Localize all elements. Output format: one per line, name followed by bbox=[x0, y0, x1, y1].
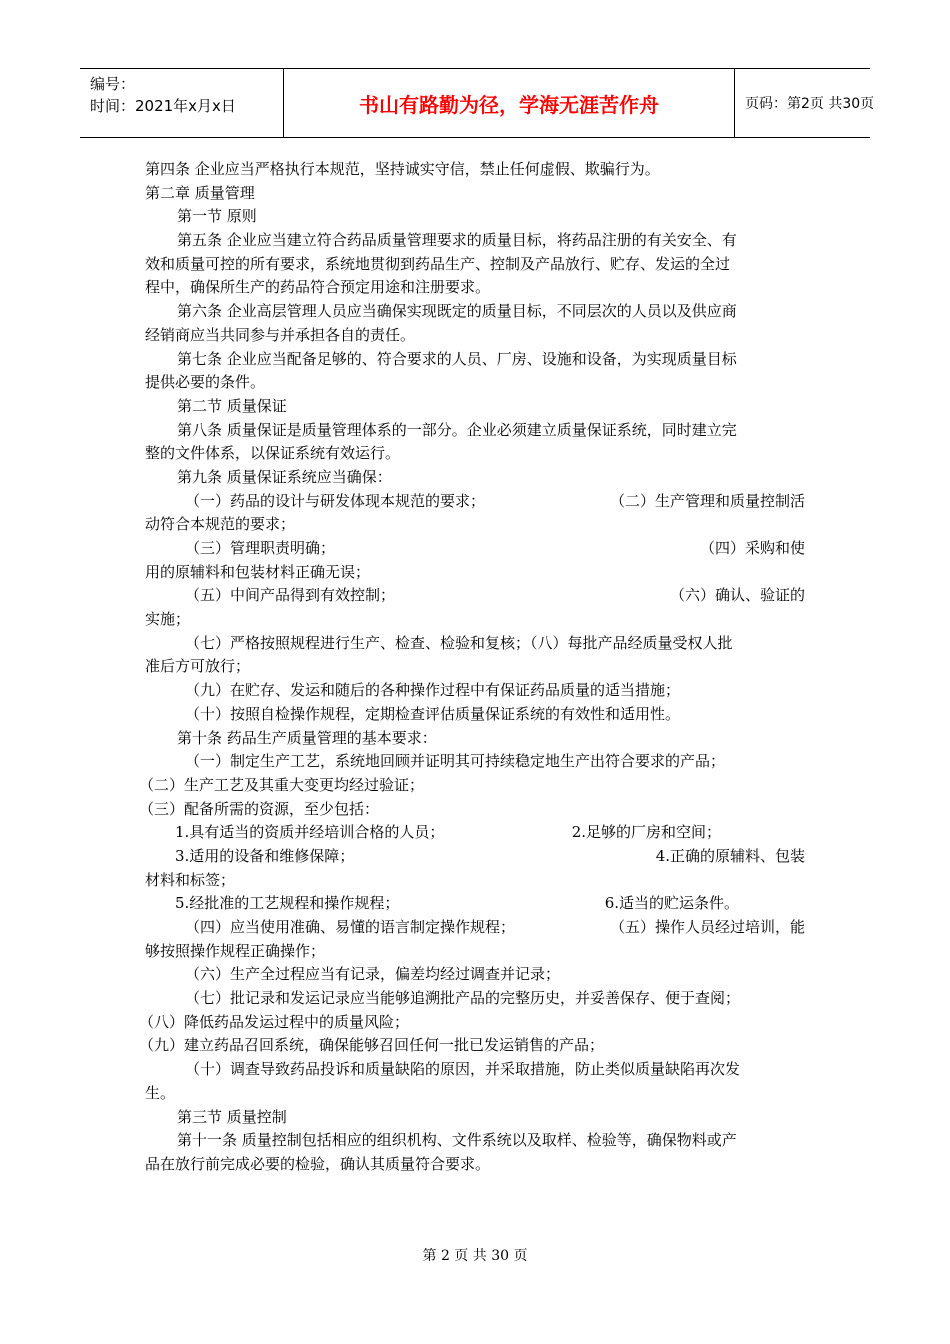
text-line: （八）降低药品发运过程中的质量风险； bbox=[139, 1012, 410, 1031]
list-item: 1.具有适当的资质并经培训合格的人员； bbox=[175, 823, 445, 842]
list-item: （四）采购和使 bbox=[699, 539, 805, 557]
header-motto: 书山有路勤为径，学海无涯苦作舟 bbox=[283, 69, 735, 137]
text-line: 第十一条 质量控制包括相应的组织机构、文件系统以及取样、检验等，确保物料或产 bbox=[177, 1131, 737, 1150]
text-line: 动符合本规范的要求； bbox=[145, 515, 296, 534]
text-line: 经销商应当共同参与并承担各自的责任。 bbox=[145, 325, 416, 344]
text-line: 第九条 质量保证系统应当确保： bbox=[177, 467, 392, 486]
section-heading: 第三节 质量控制 bbox=[177, 1107, 287, 1126]
text-line: 第五条 企业应当建立符合药品质量管理要求的质量目标，将药品注册的有关安全、有 bbox=[177, 231, 737, 250]
list-item: （二）生产管理和质量控制活 bbox=[609, 491, 805, 510]
text-line bbox=[145, 537, 805, 561]
text-line: （二）生产工艺及其重大变更均经过验证； bbox=[139, 775, 425, 794]
text-line bbox=[145, 584, 805, 608]
text-line: 第八条 质量保证是质量管理体系的一部分。企业必须建立质量保证系统，同时建立完 bbox=[177, 420, 737, 439]
list-item: （一）药品的设计与研发体现本规范的要求； bbox=[185, 491, 486, 510]
text-line: （三）配备所需的资源，至少包括： bbox=[139, 799, 380, 818]
list-item: （六）确认、验证的 bbox=[669, 586, 805, 605]
text-line: （十）调查导致药品投诉和质量缺陷的原因，并采取措施，防止类似质量缺陷再次发 bbox=[185, 1060, 741, 1079]
list-item: （四）应当使用准确、易懂的语言制定操作规程； bbox=[185, 918, 516, 936]
text-line bbox=[145, 892, 805, 916]
text-line: （一）制定生产工艺，系统地回顾并证明其可持续稳定地生产出符合要求的产品； bbox=[185, 752, 726, 771]
text-line: 第七条 企业应当配备足够的、符合要求的人员、厂房、设施和设备，为实现质量目标 bbox=[177, 349, 737, 368]
header-meta bbox=[80, 69, 283, 137]
text-line: 效和质量可控的所有要求，系统地贯彻到药品生产、控制及产品放行、贮存、发运的全过 bbox=[145, 254, 731, 273]
page-header bbox=[80, 68, 875, 138]
text-line bbox=[145, 845, 805, 869]
list-item: 4.正确的原辅料、包装 bbox=[655, 846, 805, 865]
text-line: 用的原辅料和包装材料正确无误； bbox=[145, 562, 371, 581]
section-heading: 第一节 原则 bbox=[177, 207, 257, 226]
text-line: （六）生产全过程应当有记录，偏差均经过调查并记录； bbox=[185, 965, 561, 984]
text-line: 材料和标签； bbox=[145, 870, 236, 889]
page-footer: 第 2 页 共 30 页 bbox=[422, 1248, 528, 1264]
list-item: 6.适当的贮运条件。 bbox=[604, 894, 739, 913]
text-line: （七）严格按照规程进行生产、检查、检验和复核；（八）每批产品经质量受权人批 bbox=[185, 633, 733, 652]
document-date-label: 时间：2021年x月x日 bbox=[90, 97, 236, 115]
text-line bbox=[145, 490, 805, 514]
list-item: （五）中间产品得到有效控制； bbox=[185, 586, 396, 605]
text-line: 品在放行前完成必要的检验，确认其质量符合要求。 bbox=[145, 1154, 491, 1173]
text-line bbox=[145, 916, 805, 940]
text-line: 第六条 企业高层管理人员应当确保实现既定的质量目标，不同层次的人员以及供应商 bbox=[177, 302, 737, 321]
list-item: （五）操作人员经过培训，能 bbox=[609, 918, 805, 936]
text-line: 准后方可放行； bbox=[145, 657, 251, 676]
list-item: （三）管理职责明确； bbox=[185, 539, 336, 557]
list-item: 2.足够的厂房和空间； bbox=[571, 823, 721, 842]
list-item: 3.适用的设备和维修保障； bbox=[175, 846, 355, 865]
header-page-label: 页码：第2页 共30页 bbox=[745, 96, 875, 112]
text-line: （七）批记录和发运记录应当能够追溯批产品的完整历史，并妥善保存、便于查阅； bbox=[185, 989, 741, 1008]
text-line: 程中，确保所生产的药品符合预定用途和注册要求。 bbox=[145, 278, 491, 297]
text-line: 第四条 企业应当严格执行本规范，坚持诚实守信，禁止任何虚假、欺骗行为。 bbox=[145, 160, 660, 178]
text-line: （十）按照自检操作规程，定期检查评估质量保证系统的有效性和适用性。 bbox=[185, 704, 681, 723]
document-number-label: 编号： bbox=[90, 75, 136, 93]
text-line: 实施； bbox=[145, 610, 191, 629]
section-heading: 第二节 质量保证 bbox=[177, 396, 287, 415]
text-line: 够按照操作规程正确操作； bbox=[145, 941, 326, 960]
text-line: （九）在贮存、发运和随后的各种操作过程中有保证药品质量的适当措施； bbox=[185, 681, 681, 700]
text-line: 生。 bbox=[145, 1083, 176, 1102]
chapter-heading: 第二章 质量管理 bbox=[145, 183, 255, 202]
text-line: （九）建立药品召回系统，确保能够召回任何一批已发运销售的产品； bbox=[139, 1036, 605, 1055]
document-body bbox=[139, 158, 805, 1177]
text-line: 整的文件体系，以保证系统有效运行。 bbox=[145, 444, 401, 463]
text-line bbox=[145, 821, 805, 845]
text-line: 提供必要的条件。 bbox=[145, 373, 266, 392]
text-line: 第十条 药品生产质量管理的基本要求： bbox=[177, 728, 437, 747]
list-item: 5.经批准的工艺规程和操作规程； bbox=[175, 894, 400, 913]
